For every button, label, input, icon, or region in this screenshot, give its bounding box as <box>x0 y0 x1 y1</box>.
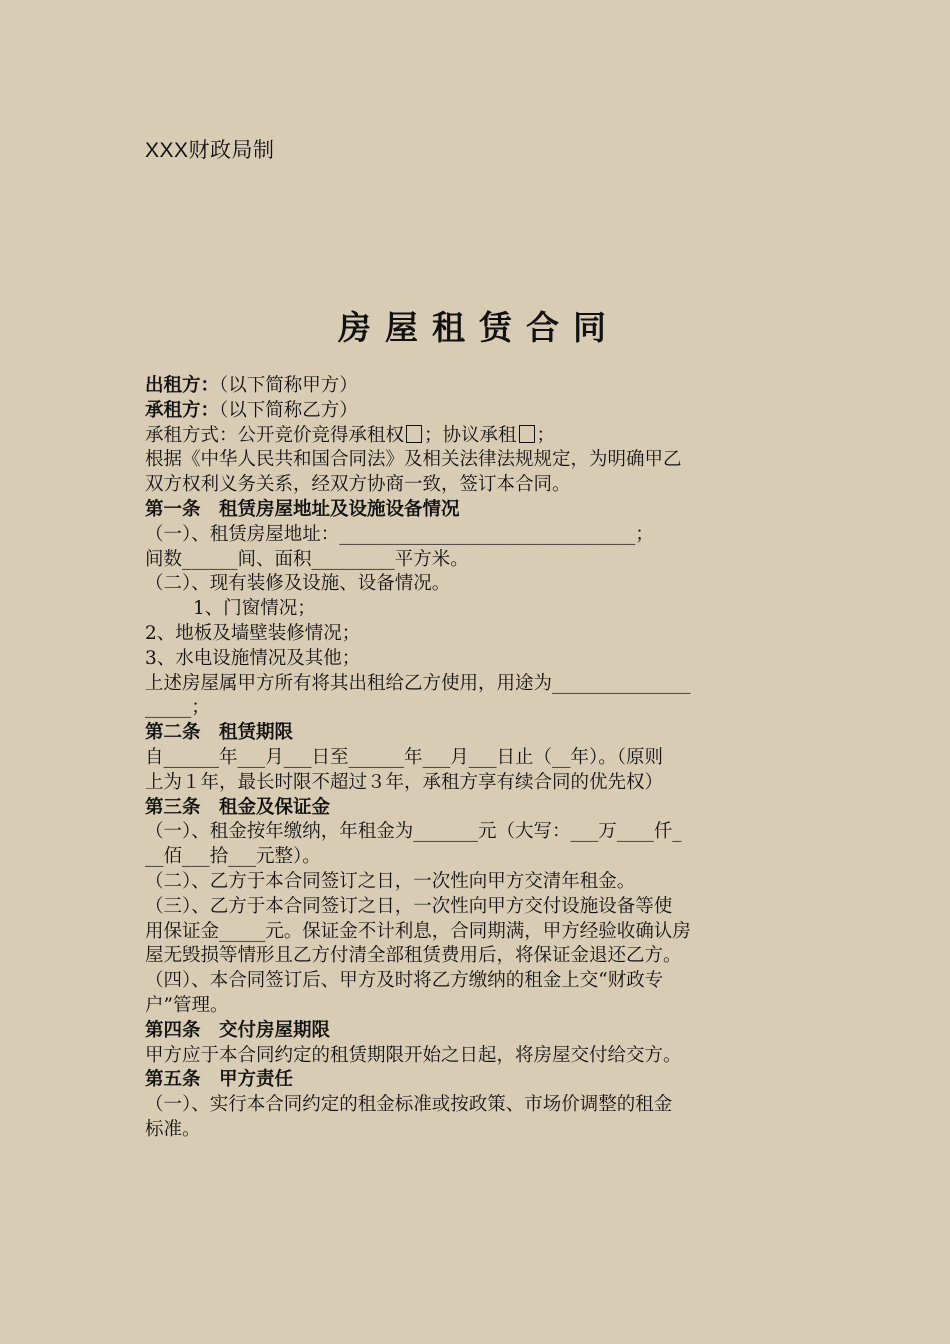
contract-line: 甲方应于本合同约定的租赁期限开始之日起，将房屋交付给交方。 <box>145 1044 682 1066</box>
contract-line: __佰___拾___元整）。 <box>145 846 321 868</box>
party-label: 承租方： <box>145 399 220 421</box>
section-heading: 第三条 租金及保证金 <box>145 796 331 818</box>
contract-line: 上述房屋属甲方所有将其出租给乙方使用，用途为_______________ <box>145 672 691 694</box>
party-note: （以下简称乙方） <box>219 399 358 421</box>
section-heading: 第四条 交付房屋期限 <box>145 1019 331 1041</box>
contract-line <box>145 374 805 399</box>
option-text: 承租方式：公开竞价竞得承租权 <box>145 424 405 446</box>
contract-line: （一）、租金按年缴纳，年租金为_______元（大写：___万____仟_ <box>145 821 682 843</box>
contract-line: 自______年___月___日至______年___月___日止（__年）。（原则 <box>145 746 664 768</box>
contract-line: （二）、现有装修及设施、设备情况。 <box>145 573 451 595</box>
contract-line: 户”管理。 <box>145 994 229 1016</box>
document-title: 房屋租赁合同 <box>338 308 620 347</box>
checkbox-icon[interactable] <box>519 425 535 443</box>
issuer-header: XXX财政局制 <box>145 139 275 162</box>
contract-line: 双方权利义务关系，经双方协商一致，签订本合同。 <box>145 474 571 496</box>
option-text: ； <box>536 424 556 446</box>
contract-body <box>145 374 805 1143</box>
contract-line: （一）、租赁房屋地址：________________________________； <box>145 523 654 545</box>
contract-line: 上为１年，最长时限不超过３年，承租方享有续合同的优先权） <box>145 771 664 793</box>
contract-line: （一）、实行本合同约定的租金标准或按政策、市场价调整的租金 <box>145 1094 673 1116</box>
section-heading: 第五条 甲方责任 <box>145 1069 294 1091</box>
contract-line <box>145 399 805 424</box>
contract-line: 2、地板及墙壁装修情况； <box>145 622 361 644</box>
contract-line: 间数______间、面积_________平方米。 <box>145 548 469 570</box>
party-label: 出租方： <box>145 375 220 396</box>
contract-line: 根据《中华人民共和国合同法》及相关法律法规规定，为明确甲乙 <box>145 449 682 471</box>
contract-line <box>145 424 805 449</box>
contract-line: _____； <box>145 697 210 719</box>
contract-line: 屋无毁损等情形且乙方付清全部租赁费用后，将保证金退还乙方。 <box>145 945 682 967</box>
contract-line: （四）、本合同签订后、甲方及时将乙方缴纳的租金上交“财政专 <box>145 970 664 992</box>
party-note: （以下简称甲方） <box>219 375 358 396</box>
contract-line: （二）、乙方于本合同签订之日，一次性向甲方交清年租金。 <box>145 870 636 892</box>
option-text: ；协议承租 <box>424 424 517 446</box>
section-heading: 第一条 租赁房屋地址及设施设备情况 <box>145 498 460 520</box>
contract-line: （三）、乙方于本合同签订之日，一次性向甲方交付设施设备等使 <box>145 895 673 917</box>
checkbox-icon[interactable] <box>406 425 422 443</box>
contract-line: 用保证金_____元。保证金不计利息，合同期满，甲方经验收确认房 <box>145 920 691 942</box>
section-heading: 第二条 租赁期限 <box>145 722 294 744</box>
contract-line: 3、水电设施情况及其他； <box>145 647 361 669</box>
contract-line: 标准。 <box>145 1118 201 1140</box>
contract-line: 1、门窗情况； <box>193 598 316 620</box>
